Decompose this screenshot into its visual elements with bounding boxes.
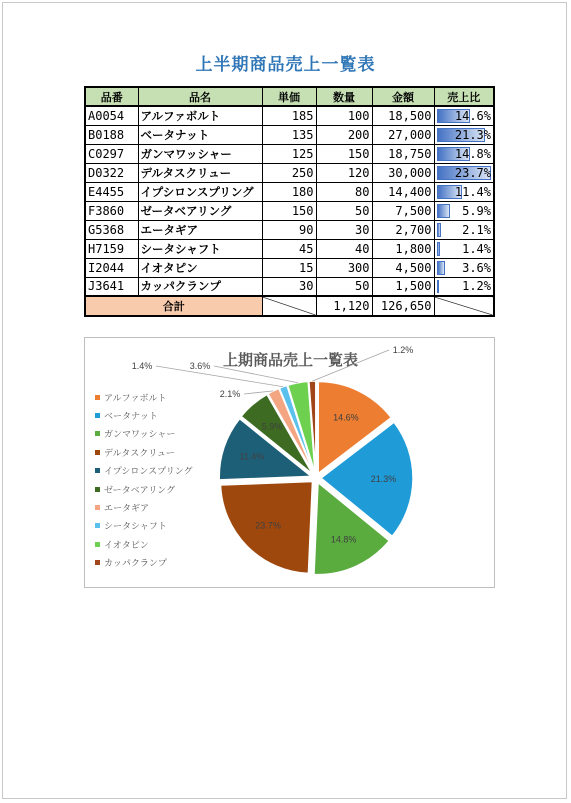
cell-qty: 150 (316, 144, 372, 163)
chart-title: 上期商品売上一覧表 (222, 351, 358, 369)
cell-code: G5368 (85, 220, 138, 239)
pct-value: 1.4% (462, 241, 491, 256)
sales-table (84, 86, 495, 317)
header-pct: 売上比 (434, 87, 494, 106)
pie-chart (84, 337, 495, 588)
total-qty: 1,120 (316, 296, 372, 316)
table-row (85, 239, 494, 258)
cell-amount: 4,500 (372, 258, 434, 277)
cell-qty: 80 (316, 182, 372, 201)
pie-data-label: 14.6% (333, 412, 359, 423)
pct-databar (437, 242, 440, 256)
cell-name: エータギア (138, 220, 262, 239)
cell-price: 150 (262, 201, 316, 220)
cell-qty: 300 (316, 258, 372, 277)
cell-amount: 30,000 (372, 163, 434, 182)
legend-label: ゼータベアリング (104, 485, 176, 496)
cell-qty: 50 (316, 201, 372, 220)
total-price-blank (262, 296, 316, 316)
pie-data-label: 5.9% (261, 421, 283, 432)
cell-name: デルタスクリュー (138, 163, 262, 182)
cell-amount: 7,500 (372, 201, 434, 220)
cell-qty: 200 (316, 125, 372, 144)
table-row (85, 182, 494, 201)
pie-data-label: 21.3% (370, 474, 397, 485)
cell-name: ガンマワッシャー (138, 144, 262, 163)
pie-data-label: 23.7% (255, 520, 281, 531)
pct-value: 23.7% (454, 165, 491, 180)
cell-amount: 2,700 (372, 220, 434, 239)
pct-value: 11.4% (454, 184, 491, 199)
cell-name: イプシロンスプリング (138, 182, 262, 201)
cell-name: ベータナット (138, 125, 262, 144)
cell-pct (434, 106, 494, 125)
cell-name: カッパクランプ (138, 277, 262, 296)
cell-code: H7159 (85, 239, 138, 258)
table-header-row (85, 87, 494, 106)
pie-data-label: 14.8% (330, 534, 357, 545)
cell-qty: 120 (316, 163, 372, 182)
cell-code: B0188 (85, 125, 138, 144)
pie-data-label: 3.6% (189, 361, 211, 371)
table-row (85, 201, 494, 220)
header-price: 単価 (262, 87, 316, 106)
pie-data-label: 11.4% (239, 451, 265, 462)
cell-code: E4455 (85, 182, 138, 201)
cell-qty: 30 (316, 220, 372, 239)
leader-line (214, 366, 298, 383)
header-code: 品番 (85, 87, 138, 106)
cell-qty: 100 (316, 106, 372, 125)
legend-label: アルファボルト (104, 393, 167, 404)
table-row (85, 220, 494, 239)
cell-code: A0054 (85, 106, 138, 125)
pie-data-label: 2.1% (219, 389, 241, 399)
legend-label: イプシロンスプリング (104, 467, 193, 478)
cell-pct (434, 258, 494, 277)
pct-value: 5.9% (462, 203, 491, 218)
pie-data-label: 1.4% (131, 361, 153, 371)
pct-databar (437, 223, 442, 237)
leader-line (312, 350, 389, 381)
total-pct-blank (434, 296, 494, 316)
page-title: 上半期商品売上一覧表 (195, 55, 376, 75)
cell-pct (434, 220, 494, 239)
table-row (85, 125, 494, 144)
header-qty: 数量 (316, 87, 372, 106)
header-name: 品名 (138, 87, 262, 106)
legend-label: シータシャフト (104, 522, 167, 533)
cell-qty: 50 (316, 277, 372, 296)
cell-amount: 14,400 (372, 182, 434, 201)
table-row (85, 258, 494, 277)
header-amount: 金額 (372, 87, 434, 106)
cell-code: J3641 (85, 277, 138, 296)
cell-price: 250 (262, 163, 316, 182)
cell-qty: 40 (316, 239, 372, 258)
cell-amount: 18,750 (372, 144, 434, 163)
legend-label: デルタスクリュー (104, 448, 175, 459)
table-row (85, 106, 494, 125)
pie-data-label: 1.2% (392, 345, 414, 355)
table-row (85, 277, 494, 296)
cell-name: ゼータベアリング (138, 201, 262, 220)
cell-price: 180 (262, 182, 316, 201)
pct-value: 14.8% (454, 146, 491, 161)
cell-name: シータシャフト (138, 239, 262, 258)
table-row (85, 163, 494, 182)
cell-amount: 1,800 (372, 239, 434, 258)
cell-pct (434, 125, 494, 144)
pct-value: 1.2% (462, 279, 491, 294)
pie-plot (85, 338, 496, 589)
pct-value: 2.1% (462, 222, 491, 237)
legend-label: イオタピン (104, 540, 149, 551)
cell-code: F3860 (85, 201, 138, 220)
cell-price: 30 (262, 277, 316, 296)
cell-pct (434, 182, 494, 201)
pct-value: 14.6% (454, 108, 491, 123)
pct-databar (437, 204, 450, 218)
cell-price: 185 (262, 106, 316, 125)
cell-amount: 27,000 (372, 125, 434, 144)
total-label: 合計 (85, 296, 262, 316)
cell-name: アルファボルト (138, 106, 262, 125)
cell-amount: 18,500 (372, 106, 434, 125)
pct-value: 3.6% (462, 260, 491, 275)
legend-label: ベータナット (104, 412, 158, 423)
cell-amount: 1,500 (372, 277, 434, 296)
pct-value: 21.3% (454, 127, 491, 142)
cell-code: C0297 (85, 144, 138, 163)
pct-databar (437, 280, 440, 294)
cell-pct (434, 239, 494, 258)
cell-price: 125 (262, 144, 316, 163)
cell-price: 45 (262, 239, 316, 258)
cell-pct (434, 277, 494, 296)
cell-name: イオタピン (138, 258, 262, 277)
cell-price: 90 (262, 220, 316, 239)
total-amount: 126,650 (372, 296, 434, 316)
pct-databar (437, 261, 445, 275)
total-row (85, 296, 494, 316)
legend-label: エータギア (104, 504, 150, 515)
cell-pct (434, 201, 494, 220)
cell-price: 15 (262, 258, 316, 277)
legend-label: カッパクランプ (104, 559, 167, 570)
cell-code: D0322 (85, 163, 138, 182)
cell-pct (434, 163, 494, 182)
cell-pct (434, 144, 494, 163)
table-row (85, 144, 494, 163)
cell-price: 135 (262, 125, 316, 144)
cell-code: I2044 (85, 258, 138, 277)
legend-label: ガンマワッシャー (104, 430, 176, 441)
